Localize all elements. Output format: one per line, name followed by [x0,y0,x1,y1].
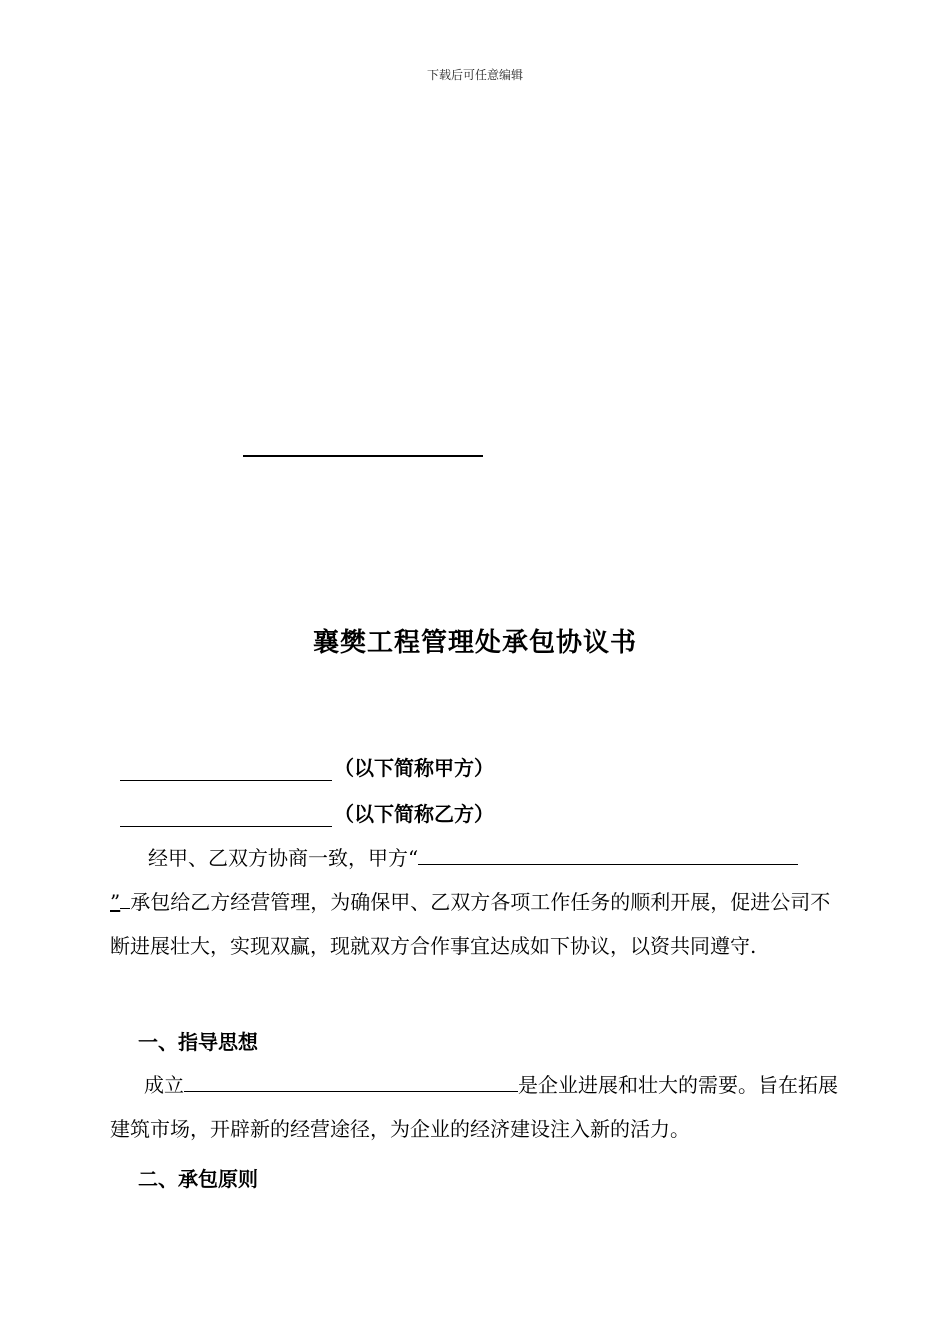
guiding-start-text: 成立 [144,1073,184,1097]
guiding-rest-text: 是企业进展和壮大的需要。旨在拓展建筑市场，开辟新的经营途径，为企业的经济建设注入新的活力。 [110,1073,838,1141]
guiding-blank [184,1071,518,1092]
intro-project-blank [418,844,798,865]
party-b-line [120,798,494,827]
intro-rest-text: 承包给乙方经营管理，为确保甲、乙双方各项工作任务的顺利开展，促进公司不断进展壮大，实现双赢，现就双方合作事宜达成如下协议，以资共同遵守. [110,890,831,958]
party-a-line [120,752,494,781]
guiding-idea-paragraph [110,1063,850,1151]
section-1-heading: 一、指导思想 [138,1030,258,1054]
document-title: 襄樊工程管理处承包协议书 [312,628,637,658]
header-note: 下载后可任意编辑 [426,68,523,82]
party-a-label: （以下简称甲方） [334,756,494,780]
intro-quote-close: ” [110,890,121,914]
intro-short-blank [120,888,130,909]
intro-start-text: 经甲、乙双方协商一致，甲方“ [148,846,419,870]
top-blank-rule [243,455,483,457]
party-b-blank [120,804,332,827]
agreement-intro-paragraph [110,836,850,968]
party-a-blank [120,758,332,781]
party-b-label: （以下简称乙方） [334,802,494,826]
section-2-heading: 二、承包原则 [138,1167,258,1191]
